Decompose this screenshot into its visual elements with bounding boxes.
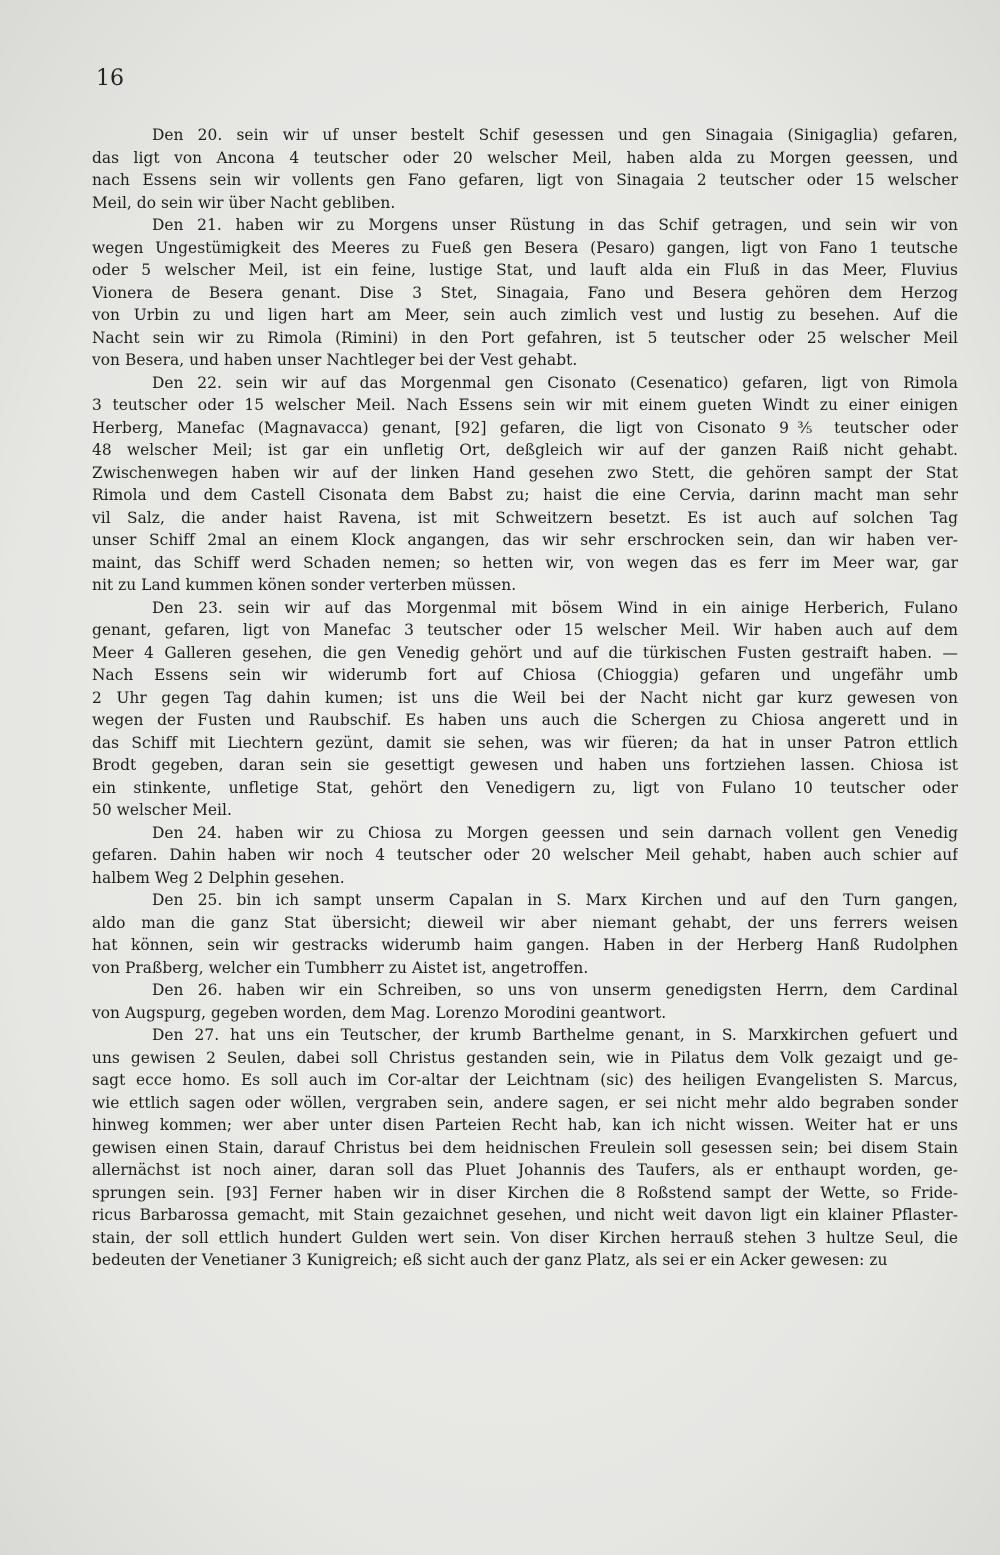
text-line: maint, das Schiff werd Schaden nemen; so hetten wir, von wegen das es ferr im Meer war, gar bbox=[92, 553, 958, 572]
text-line: hinweg kommen; wer aber unter disen Parteien Recht hab, kan ich nicht wissen. Weiter hat er uns bbox=[92, 1116, 958, 1134]
text-line: Den 20. sein wir uf unser bestelt Schif gesessen und gen Sinagaia (Sinigaglia) gefaren, bbox=[152, 126, 958, 144]
text-line: Den 26. haben wir ein Schreiben, so uns von unserm genedigsten Herrn, dem Cardinal bbox=[152, 981, 958, 999]
text-line: unser Schiff 2mal an einem Klock angangen, das wir sehr erschrocken sein, dan wir haben ver- bbox=[92, 531, 958, 549]
text-line: ricus Barbarossa gemacht, mit Stain gezaichnet gesehen, und nicht weit davon ligt ein klainer Pflaster- bbox=[92, 1206, 958, 1224]
text-line: Meer 4 Galleren gesehen, die gen Venedig gehört und auf die türkischen Fusten gestraift haben. — bbox=[92, 643, 958, 662]
text-line: vil Salz, die ander haist Ravena, ist mit Schweitzern besetzt. Es ist auch auf solchen Tag bbox=[92, 508, 958, 527]
text-line: Den 27. hat uns ein Teutscher, der krumb Barthelme genant, in S. Marxkirchen gefuert und bbox=[152, 1026, 958, 1044]
text-line: oder 5 welscher Meil, ist ein feine, lustige Stat, und lauft alda ein Fluß in das Meer, Fluvius bbox=[92, 261, 958, 279]
text-line: Den 22. sein wir auf das Morgenmal gen Cisonato (Cesenatico) gefaren, ligt von Rimola bbox=[152, 373, 958, 392]
text-line: stain, der soll ettlich hundert Gulden wert sein. Von diser Kirchen herrauß stehen 3 hultze Seul, die bbox=[92, 1228, 958, 1247]
text-line: 3 teutscher oder 15 welscher Meil. Nach Essens sein wir mit einem gueten Windt zu einer einigen bbox=[92, 396, 958, 414]
text-line: von Besera, und haben unser Nachtleger bei der Vest gehabt. bbox=[92, 351, 578, 369]
text-line: ein stinkente, unfletige Stat, gehört den Venedigern zu, ligt von Fulano 10 teutscher oder bbox=[92, 778, 958, 797]
text-line: sagt ecce homo. Es soll auch im Cor-altar der Leichtnam (sic) des heiligen Evangelisten S. Marcus, bbox=[92, 1071, 958, 1089]
paragraph bbox=[92, 889, 958, 979]
text-line: Den 21. haben wir zu Morgens unser Rüstung in das Schif getragen, und sein wir von bbox=[152, 216, 958, 234]
paragraph bbox=[92, 372, 958, 597]
text-line: nach Essens sein wir vollents gen Fano gefaren, ligt von Sinagaia 2 teutscher oder 15 welscher bbox=[92, 171, 958, 189]
paragraph bbox=[92, 214, 958, 372]
text-line: Nacht sein wir zu Rimola (Rimini) in den Port gefahren, ist 5 teutscher oder 25 welscher Meil bbox=[92, 328, 958, 347]
paragraph bbox=[92, 979, 958, 1024]
text-line: Herberg, Manefac (Magnavacca) genant, [92] gefaren, die ligt von Cisonato 9⅗ teutscher oder bbox=[92, 418, 958, 437]
text-line: Den 25. bin ich sampt unserm Capalan in S. Marx Kirchen und auf den Turn gangen, bbox=[152, 891, 958, 909]
paragraph bbox=[92, 124, 958, 214]
text-line: uns gewisen 2 Seulen, dabei soll Christus gestanden sein, wie in Pilatus dem Volk gezaigt und ge- bbox=[92, 1048, 958, 1067]
text-line: das Schiff mit Liechtern gezünt, damit sie sehen, was wir füeren; da hat in unser Patron ettlich bbox=[92, 733, 958, 752]
text-line: wegen der Fusten und Raubschif. Es haben uns auch die Schergen zu Chiosa angerett und in bbox=[92, 711, 958, 729]
text-line: wegen Ungestümigkeit des Meeres zu Fueß gen Besera (Pesaro) gangen, ligt von Fano 1 teutsche bbox=[92, 238, 958, 257]
text-line: genant, gefaren, ligt von Manefac 3 teutscher oder 15 welscher Meil. Wir haben auch auf dem bbox=[92, 621, 958, 639]
text-line: Den 23. sein wir auf das Morgenmal mit bösem Wind in ein ainige Herberich, Fulano bbox=[152, 598, 958, 617]
text-line: gewisen einen Stain, darauf Christus bei dem heidnischen Freulein soll gesessen sein; bei disem Stain bbox=[92, 1138, 958, 1157]
text-line: 48 welscher Meil; ist gar ein unfletig Ort, deßgleich wir auf der ganzen Raiß nicht gehabt. bbox=[92, 441, 958, 459]
text-line: sprungen sein. [93] Ferner haben wir in diser Kirchen die 8 Roßstend sampt der Wette, so Fride- bbox=[92, 1183, 958, 1202]
text-line: von Augspurg, gegeben worden, dem Mag. Lorenzo Morodini geantwort. bbox=[92, 1003, 667, 1022]
text-line: Meil, do sein wir über Nacht gebliben. bbox=[92, 193, 396, 212]
text-line: halbem Weg 2 Delphin gesehen. bbox=[92, 868, 345, 887]
text-line: Rimola und dem Castell Cisonata dem Babst zu; haist die eine Cervia, darinn macht man sehr bbox=[92, 486, 958, 504]
text-line: Vionera de Besera genant. Dise 3 Stet, Sinagaia, Fano und Besera gehören dem Herzog bbox=[92, 283, 958, 302]
paragraph bbox=[92, 597, 958, 822]
paragraph bbox=[92, 1024, 958, 1272]
page-number: 16 bbox=[96, 66, 124, 91]
text-line: von Urbin zu und ligen hart am Meer, sein auch zimlich vest und lustig zu besehen. Auf die bbox=[92, 306, 958, 324]
text-line: gefaren. Dahin haben wir noch 4 teutscher oder 20 welscher Meil gehabt, haben auch schier auf bbox=[92, 846, 958, 864]
body-text bbox=[92, 124, 958, 1272]
text-line: aldo man die ganz Stat übersicht; dieweil wir aber niemant gehabt, der uns ferrers weisen bbox=[92, 913, 958, 932]
text-line: allernächst ist noch ainer, daran soll das Pluet Johannis des Taufers, als er enthaupt worden, ge- bbox=[92, 1161, 958, 1179]
text-line: hat können, sein wir gestracks widerumb haim gangen. Haben in der Herberg Hanß Rudolphen bbox=[92, 936, 958, 954]
text-line: Nach Essens sein wir widerumb fort auf Chiosa (Chioggia) gefaren und ungefähr umb bbox=[92, 666, 958, 684]
text-line: das ligt von Ancona 4 teutscher oder 20 welscher Meil, haben alda zu Morgen geessen, und bbox=[92, 148, 958, 167]
paragraph bbox=[92, 822, 958, 890]
text-line: Brodt gegeben, daran sein sie gesettigt gewesen und haben uns fortziehen lassen. Chiosa ist bbox=[92, 756, 958, 774]
text-line: 50 welscher Meil. bbox=[92, 801, 232, 819]
text-line: von Praßberg, welcher ein Tumbherr zu Aistet ist, angetroffen. bbox=[92, 958, 589, 977]
text-line: Den 24. haben wir zu Chiosa zu Morgen geessen und sein darnach vollent gen Venedig bbox=[152, 823, 958, 842]
text-line: wie ettlich sagen oder wöllen, vergraben sein, andere sagen, er sei nicht mehr aldo begraben sonder bbox=[92, 1093, 958, 1112]
text-line: Zwischenwegen haben wir auf der linken Hand gesehen zwo Stett, die gehören sampt der Stat bbox=[92, 463, 958, 482]
text-line: nit zu Land kummen könen sonder verterben müssen. bbox=[92, 576, 517, 594]
text-line: bedeuten der Venetianer 3 Kunigreich; eß sicht auch der ganz Platz, als sei er ein Acker gewesen: zu bbox=[92, 1251, 888, 1269]
text-line: 2 Uhr gegen Tag dahin kumen; ist uns die Weil bei der Nacht nicht gar kurz gewesen von bbox=[92, 688, 958, 707]
